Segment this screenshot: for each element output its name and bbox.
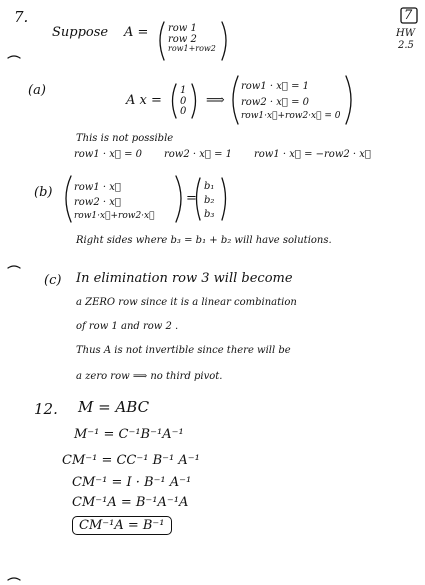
equation-line: M⁻¹ = C⁻¹B⁻¹A⁻¹ [74, 427, 184, 442]
equation-line: M = ABC [78, 398, 150, 416]
equation: row2 · x⃗ [74, 197, 121, 208]
part-c-line: a zero row ⟹ no third pivot. [76, 371, 223, 382]
rhs-entry: b₁ [204, 181, 215, 192]
equation: row2 · x⃗ = 0 [241, 96, 309, 108]
matrix-row: row1+row2 [168, 44, 216, 53]
equation: row1 · x⃗ [74, 182, 121, 193]
paren-left [173, 84, 177, 118]
part-c-line: In elimination row 3 will become [76, 271, 293, 286]
part-a-equations [241, 79, 341, 124]
paren-left [197, 178, 201, 220]
matrix-a-lhs: A = [124, 25, 149, 40]
margin-tick [8, 56, 20, 58]
suppose-word: Suppose [52, 25, 109, 40]
vector-entry: 0 [180, 106, 187, 117]
rhs-entry: b₂ [204, 195, 215, 206]
part-b-rhs [204, 180, 214, 222]
vector-entry: 1 [180, 85, 187, 96]
page-number: 7 [404, 8, 413, 23]
rhs-vector [180, 86, 186, 118]
section-label: 2.5 [398, 40, 414, 51]
ax-lhs: A x = [126, 93, 162, 108]
paren-right [192, 84, 196, 118]
equation: row1·x⃗+row2·x⃗ = 0 [241, 111, 341, 121]
matrix-row: row 1 [168, 23, 197, 34]
paren-right [176, 176, 181, 222]
course-label: HW [396, 28, 415, 39]
paren-left [160, 22, 164, 60]
derivation: row1 · x⃗ = −row2 · x⃗ [254, 149, 371, 160]
part-b-lhs [74, 180, 155, 224]
equation-line: CM⁻¹A = B⁻¹A⁻¹A [72, 495, 189, 510]
paren-right [346, 76, 351, 124]
part-c-label: (c) [44, 273, 62, 288]
equals-sign: = [186, 191, 197, 206]
problem-12-number: 12. [34, 400, 58, 418]
part-a-label: (a) [28, 83, 46, 98]
problem-number: 7. [14, 8, 29, 26]
derivation: row1 · x⃗ = 0 [74, 149, 142, 160]
final-answer-box: CM⁻¹A = B⁻¹ [72, 516, 172, 535]
part-a-note: This is not possible [76, 133, 174, 144]
matrix-row: row 2 [168, 33, 197, 45]
matrix-a-rows [168, 24, 216, 53]
paren-right [222, 22, 226, 60]
part-c-line: of row 1 and row 2 . [76, 321, 179, 332]
equation: row1·x⃗+row2·x⃗ [74, 211, 155, 221]
part-c-line: a ZERO row since it is a linear combination [76, 297, 297, 308]
paren-left [66, 176, 71, 222]
vector-entry: 0 [180, 95, 187, 107]
part-b-note: Right sides where b₃ = b₁ + b₂ will have solutions. [76, 235, 332, 246]
margin-tick [8, 578, 20, 580]
equation: row1 · x⃗ = 1 [241, 81, 309, 92]
margin-tick [8, 266, 20, 268]
part-c-line: Thus A is not invertible since there will be [76, 345, 291, 356]
implies-arrow: ⟹ [206, 93, 225, 108]
part-b-label: (b) [34, 185, 53, 200]
equation-line: CM⁻¹ = CC⁻¹ B⁻¹ A⁻¹ [62, 453, 200, 468]
paren-left [233, 76, 238, 124]
paren-right [222, 178, 226, 220]
derivation: row2 · x⃗ = 1 [164, 149, 232, 160]
rhs-entry: b₃ [204, 209, 215, 220]
equation-line: CM⁻¹ = I · B⁻¹ A⁻¹ [72, 475, 192, 490]
